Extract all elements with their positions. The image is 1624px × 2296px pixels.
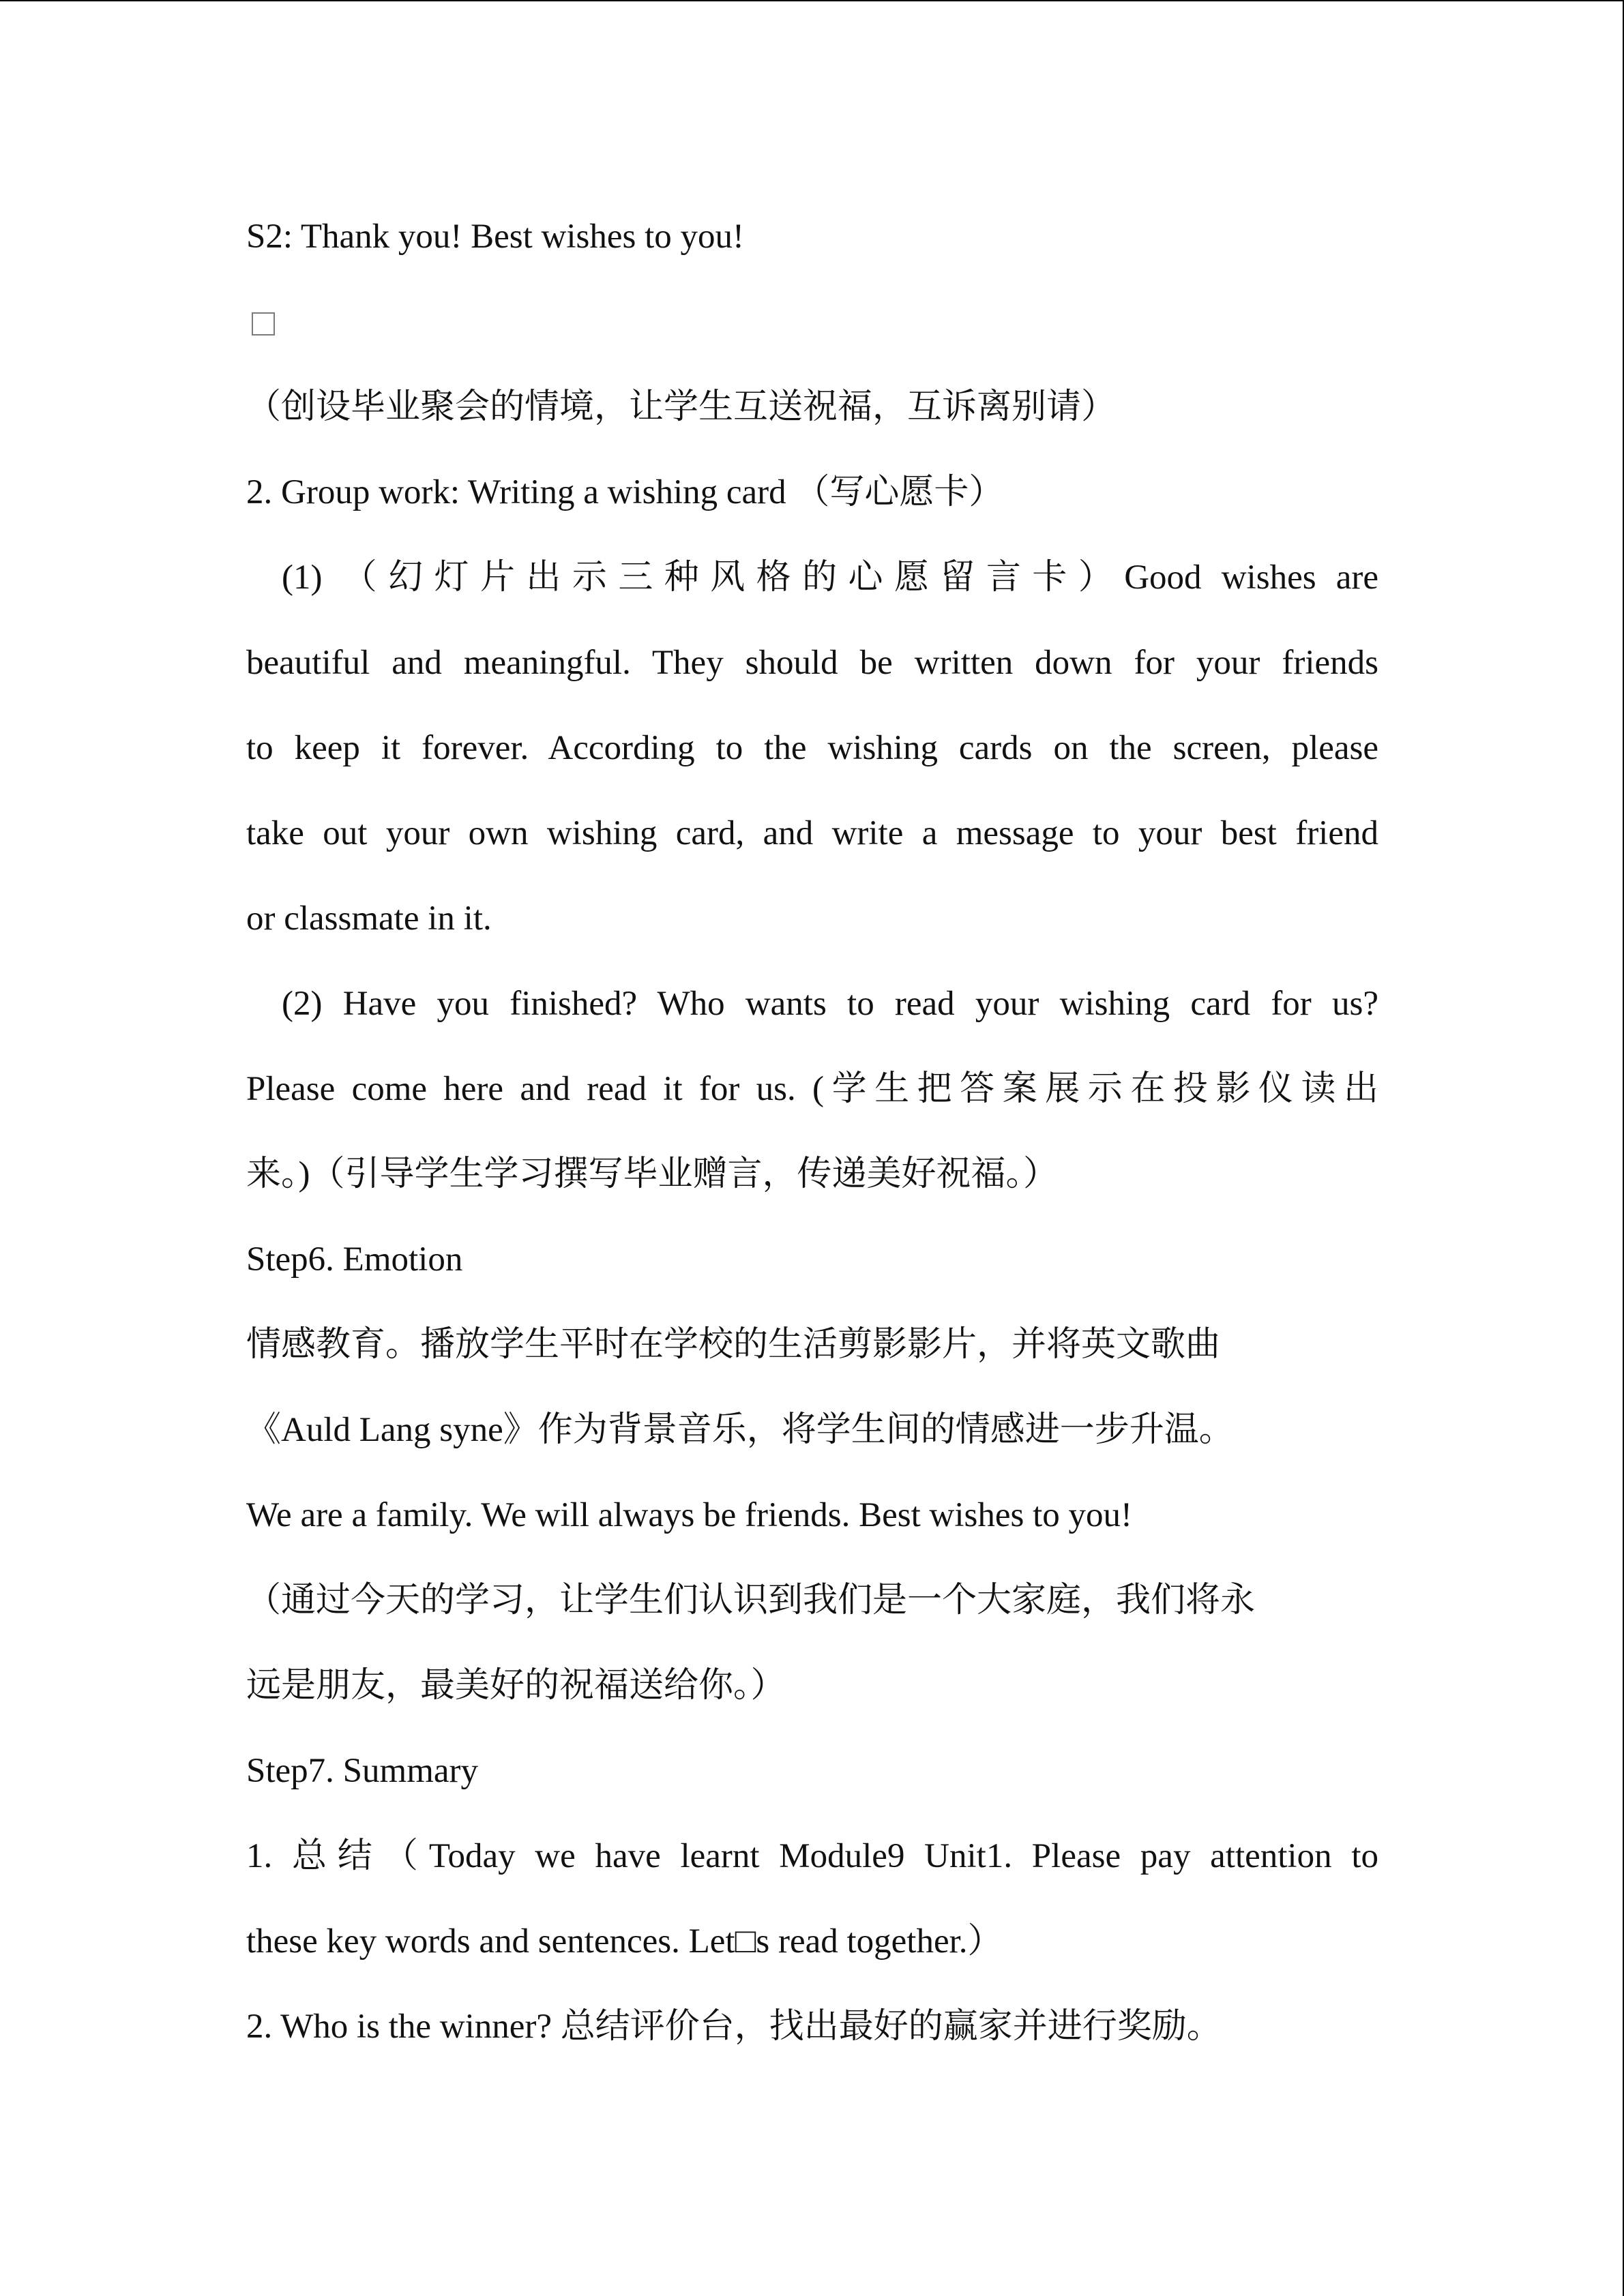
step-2-line-2: Please come here and read it for us. (学生把答案展示在投影仪读出 <box>246 1070 1378 1108</box>
step-1-line-1: (1) （幻灯片出示三种风格的心愿留言卡）Good wishes are <box>282 558 1378 597</box>
emotion-line-3: We are a family. We will always be friends. Best wishes to you! <box>246 1496 1133 1534</box>
emotion-line-4: （通过今天的学习，让学生们认识到我们是一个大家庭，我们将永 <box>246 1581 1256 1620</box>
emotion-line-5: 远是朋友，最美好的祝福送给你。） <box>246 1667 786 1705</box>
checkbox-glyph-icon <box>252 312 275 336</box>
emotion-line-2: 《Auld Lang syne》作为背景音乐，将学生间的情感进一步升温。 <box>246 1411 1234 1449</box>
summary-line-2: these key words and sentences. Let□s read together.） <box>246 1922 1003 1960</box>
step-1-line-4: take out your own wishing card, and write a message to your best friend <box>246 814 1378 852</box>
summary-line-3: 2. Who is the winner? 总结评价台，找出最好的赢家并进行奖励。 <box>246 2008 1222 2046</box>
step6-heading: Step6. Emotion <box>246 1240 463 1279</box>
summary-line-1: 1. 总结（Today we have learnt Module9 Unit1. Please pay attention to <box>246 1837 1378 1875</box>
page-border-top <box>0 0 1624 1</box>
dialogue-line-s2: S2: Thank you! Best wishes to you! <box>246 218 745 256</box>
step-1-line-2: beautiful and meaningful. They should be written down for your friends <box>246 644 1378 682</box>
note-graduation-party: （创设毕业聚会的情境，让学生互送祝福，互诉离别请） <box>246 388 1117 426</box>
step-2-line-3: 来。)（引导学生学习撰写毕业赠言，传递美好祝福。） <box>246 1155 1058 1193</box>
step-1-line-3: to keep it forever. According to the wishing cards on the screen, please <box>246 729 1378 767</box>
step-1-line-5: or classmate in it. <box>246 899 492 938</box>
step-2-line-1: (2) Have you finished? Who wants to read your wishing card for us? <box>282 985 1378 1023</box>
group-work-heading: 2. Group work: Writing a wishing card （写心愿卡） <box>246 473 1004 511</box>
emotion-line-1: 情感教育。播放学生平时在学校的生活剪影影片，并将英文歌曲 <box>246 1326 1221 1364</box>
step7-heading: Step7. Summary <box>246 1752 478 1790</box>
